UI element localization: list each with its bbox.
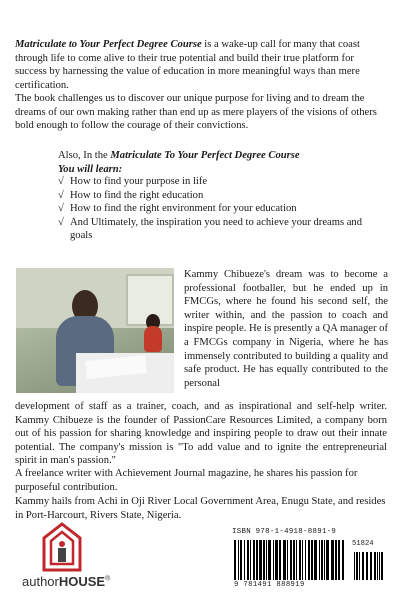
learn-list	[58, 175, 378, 243]
author-bio-1: Kammy Chibueze's dream was to become a professional footballer, but he ended up in FMCGs, where he found his second self, the writer within, and the passion to coach and inspire people. He is presently a QA manager of a FMCGs company in Nigeria, where he has immensely contributed to building a quality and safe product. He has equally contributed to the personal	[184, 269, 388, 389]
learn-item: √ How to find the right environment for your education	[58, 203, 297, 215]
publisher-logo	[22, 522, 111, 594]
checkmark-icon: √	[58, 203, 64, 215]
price-code: 51824	[352, 540, 374, 548]
also-heading	[58, 149, 378, 176]
also-book-title: Matriculate To Your Perfect Degree Course	[110, 150, 300, 161]
isbn-text: ISBN 978-1-4918-8891-9	[232, 528, 337, 536]
house-logo-icon	[42, 522, 82, 572]
publisher-name: authorHOUSE®	[22, 574, 111, 589]
learn-item: √ And Ultimately, the inspiration you need to achieve your dreams and goals	[58, 216, 363, 242]
author-bio-4: Kammy hails from Achi in Oji River Local Government Area, Enugu State, and resides in Port-Harcourt, Rivers State, Nigeria.	[15, 496, 386, 521]
learn-item: √ How to find your purpose in life	[58, 176, 208, 187]
checkmark-icon: √	[58, 189, 64, 201]
intro-text: is a wake-up call for many that coast through life to come alive to their true potential and build their true platform for success by harnessing the value of education in more meaningful ways than mere certification.	[15, 39, 360, 91]
author-photo	[16, 268, 174, 393]
you-will-learn: You will learn:	[58, 163, 123, 175]
checkmark-icon: √	[58, 176, 64, 187]
intro-paragraph-2: The book challenges us to discover our unique purpose for living and to dream the dreams of our own making rather than end up as mere players of the visions of others bold enough to follow the courage of their convictions.	[15, 93, 377, 132]
intro-paragraph	[15, 38, 387, 92]
barcode	[232, 528, 388, 592]
barcode-digits: 9 781491 888919	[234, 581, 305, 589]
book-title: Matriculate to Your Perfect Degree Course	[15, 39, 202, 50]
also-prefix: Also, In the	[58, 150, 111, 161]
checkmark-icon: √	[58, 216, 64, 228]
author-bio-2: development of staff as a trainer, coach, and as inspirational and self-help writer. Kammy Chibueze is the founder of PassionCare Resources Limited, a company born out of his passion for sharing knowledge and inspiring people to draw out their innate potential. The company's mission is "To add value and to ignite the entrepreneurial spirit in man's passion."	[15, 401, 387, 467]
learn-item: √ How to find the right education	[58, 189, 204, 201]
author-bio-3: A freelance writer with Achievement Journal magazine, he shares his passion for purposeful contribution.	[15, 468, 358, 493]
